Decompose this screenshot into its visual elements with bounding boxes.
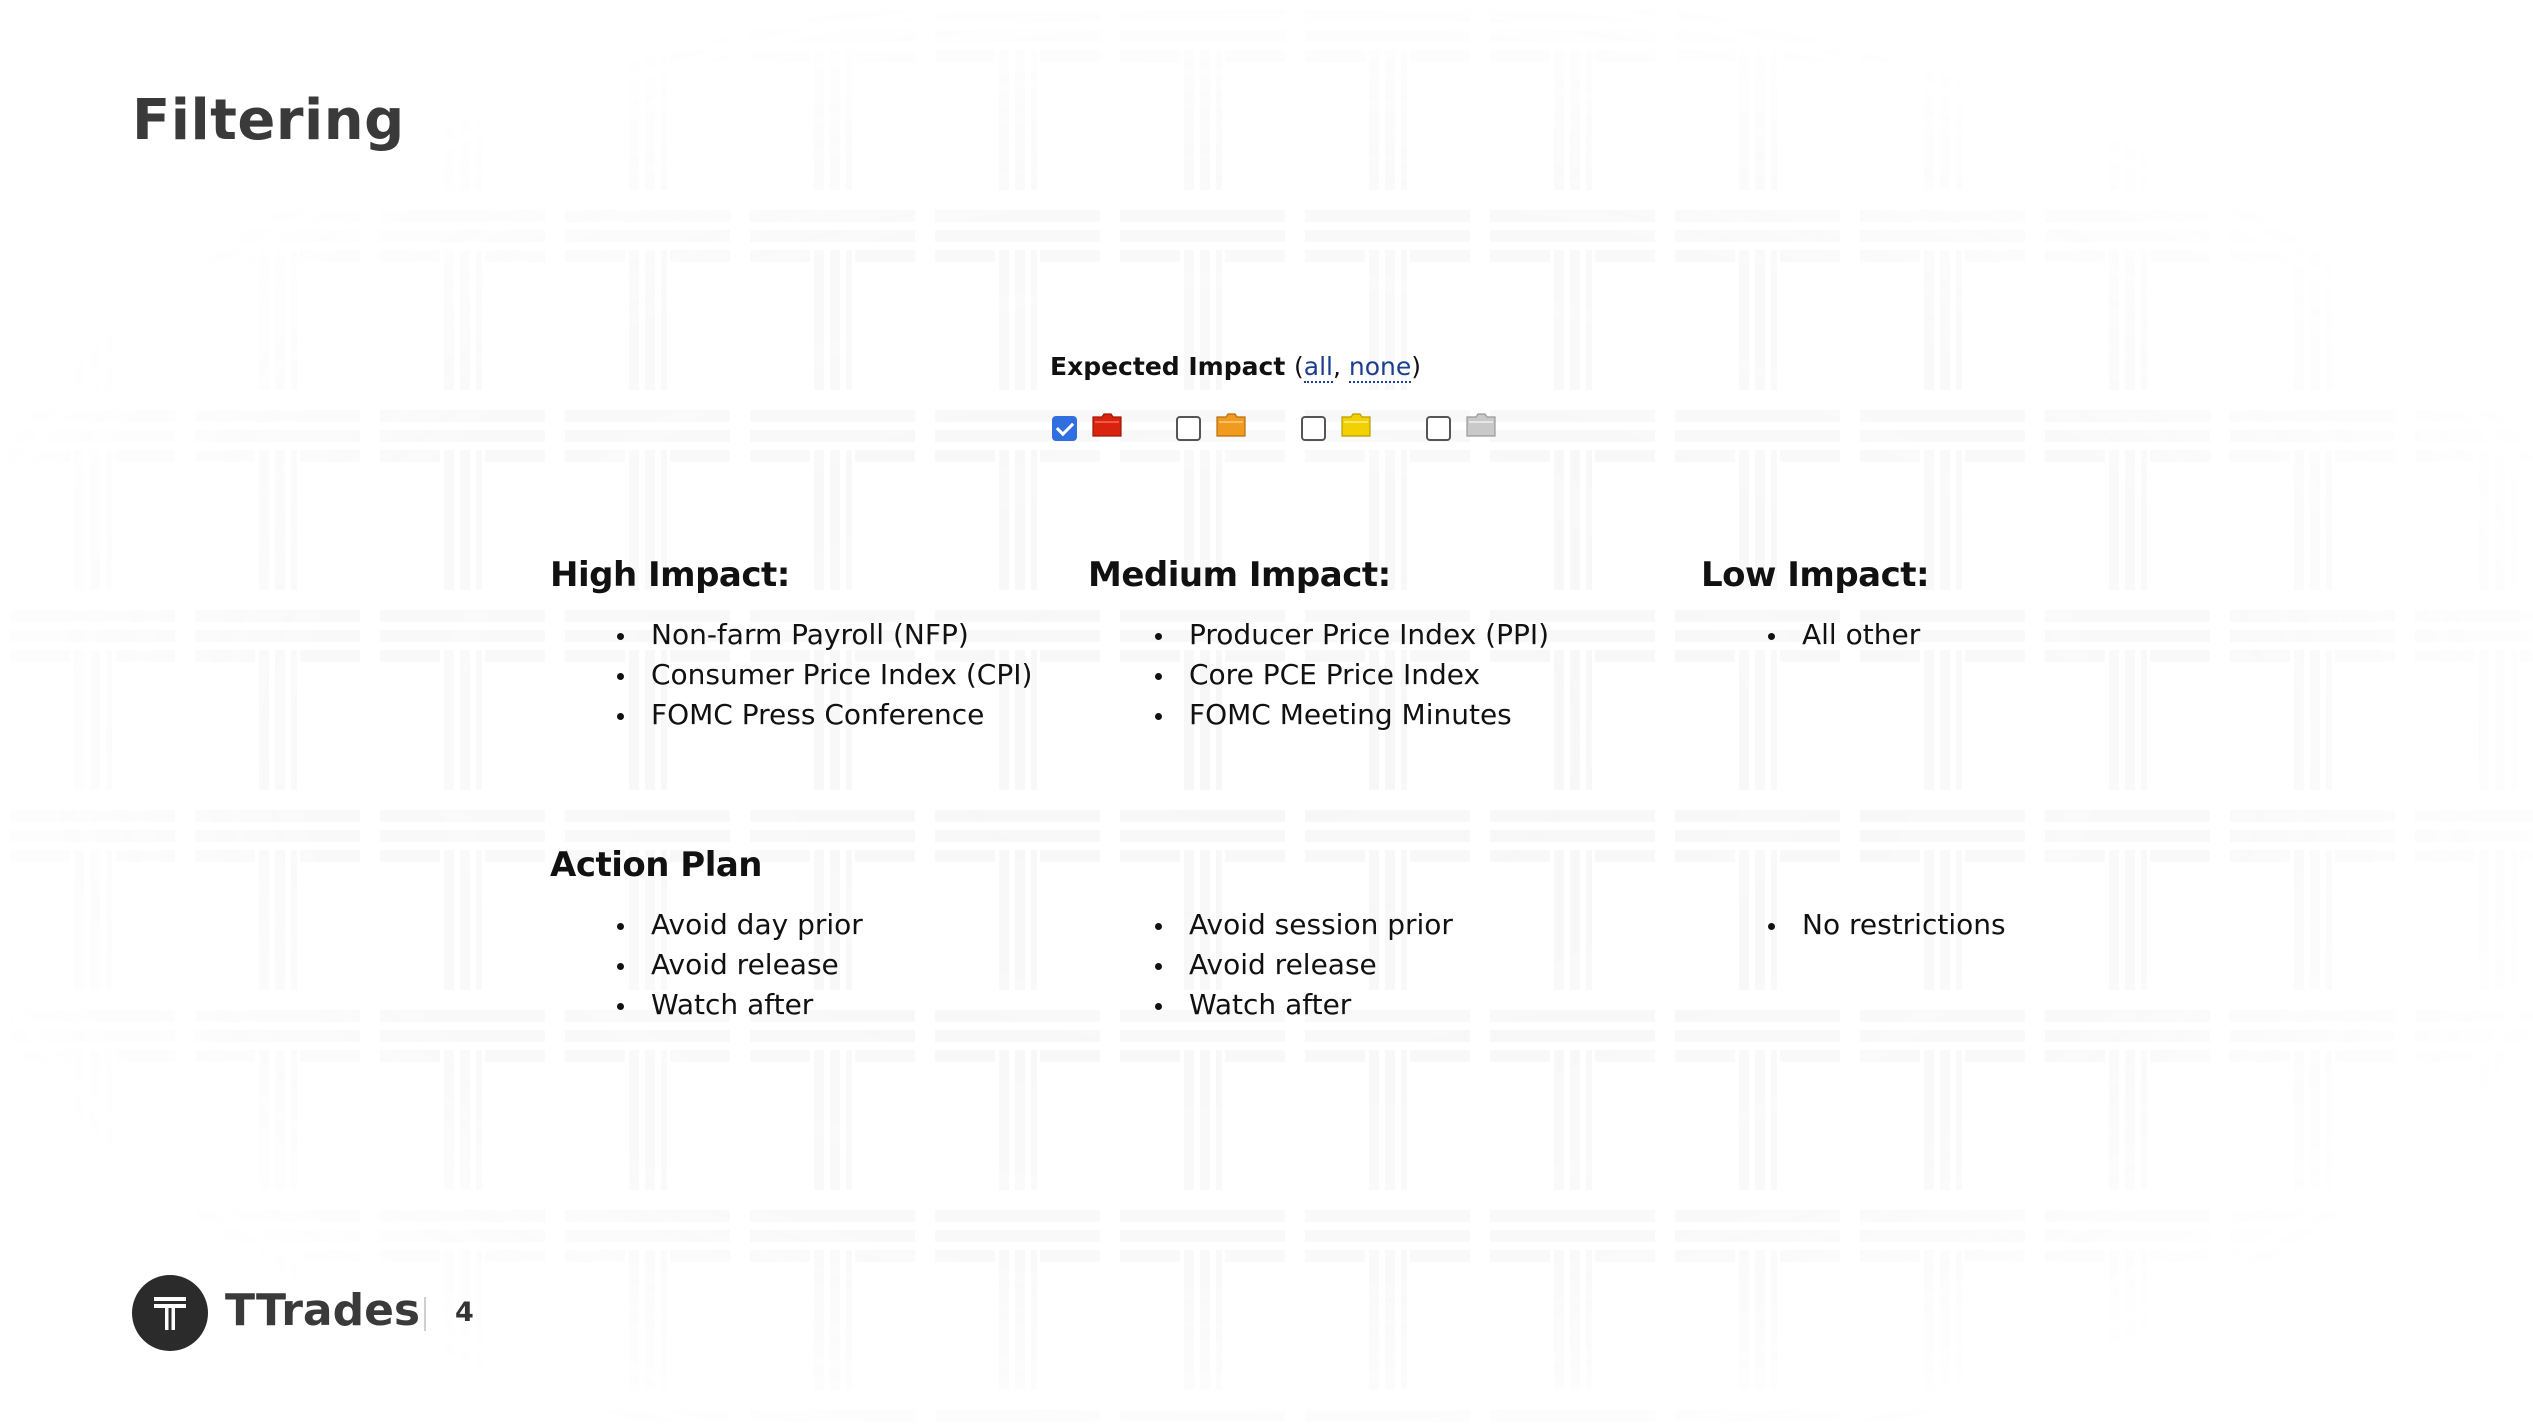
action-plan-heading: Action Plan [550,845,762,885]
list-item: FOMC Press Conference [617,695,1032,735]
list-item: No restrictions [1768,905,2006,945]
list-item: All other [1768,615,1920,655]
low-impact-list [1768,615,1920,655]
medium-impact-action-list [1155,905,1453,1025]
filter-heading-text: Expected Impact [1050,352,1286,381]
gray-folder-icon [1466,413,1496,437]
list-item: Consumer Price Index (CPI) [617,655,1032,695]
list-item: Non-farm Payroll (NFP) [617,615,1032,655]
paren-open: ( [1294,352,1304,381]
medium-impact-list [1155,615,1549,735]
red-folder-icon [1092,413,1122,437]
list-item: Avoid session prior [1155,905,1453,945]
yellow-folder-icon [1341,413,1371,437]
list-item: FOMC Meeting Minutes [1155,695,1549,735]
holiday-impact-checkbox[interactable] [1426,416,1451,441]
list-item: Watch after [617,985,863,1025]
high-impact-list [617,615,1032,735]
low-impact-action-list [1768,905,2006,945]
slide-title: Filtering [132,88,405,153]
filter-heading [1050,352,1470,381]
t-logo-glyph-icon [132,1275,208,1351]
low-impact-heading: Low Impact: [1701,555,1930,595]
high-impact-action-list [617,905,863,1025]
ttrades-logo-icon [132,1275,208,1351]
list-item: Avoid day prior [617,905,863,945]
list-item: Watch after [1155,985,1453,1025]
list-item: Avoid release [617,945,863,985]
footer-divider [424,1297,426,1331]
page-number: 4 [455,1297,474,1328]
brand-name: TTrades [225,1285,421,1336]
low-impact-checkbox[interactable] [1301,416,1326,441]
impact-options-row [1050,410,1510,446]
high-impact-heading: High Impact: [550,555,790,595]
comma: , [1332,352,1349,381]
paren-close: ) [1411,352,1422,381]
expected-impact-filter [1050,352,1470,381]
orange-folder-icon [1216,413,1246,437]
list-item: Producer Price Index (PPI) [1155,615,1549,655]
list-item: Core PCE Price Index [1155,655,1549,695]
select-all-link[interactable]: all [1303,352,1333,381]
medium-impact-checkbox[interactable] [1176,416,1201,441]
high-impact-checkbox[interactable] [1052,416,1077,441]
select-none-link[interactable]: none [1348,352,1412,381]
medium-impact-heading: Medium Impact: [1088,555,1391,595]
list-item: Avoid release [1155,945,1453,985]
